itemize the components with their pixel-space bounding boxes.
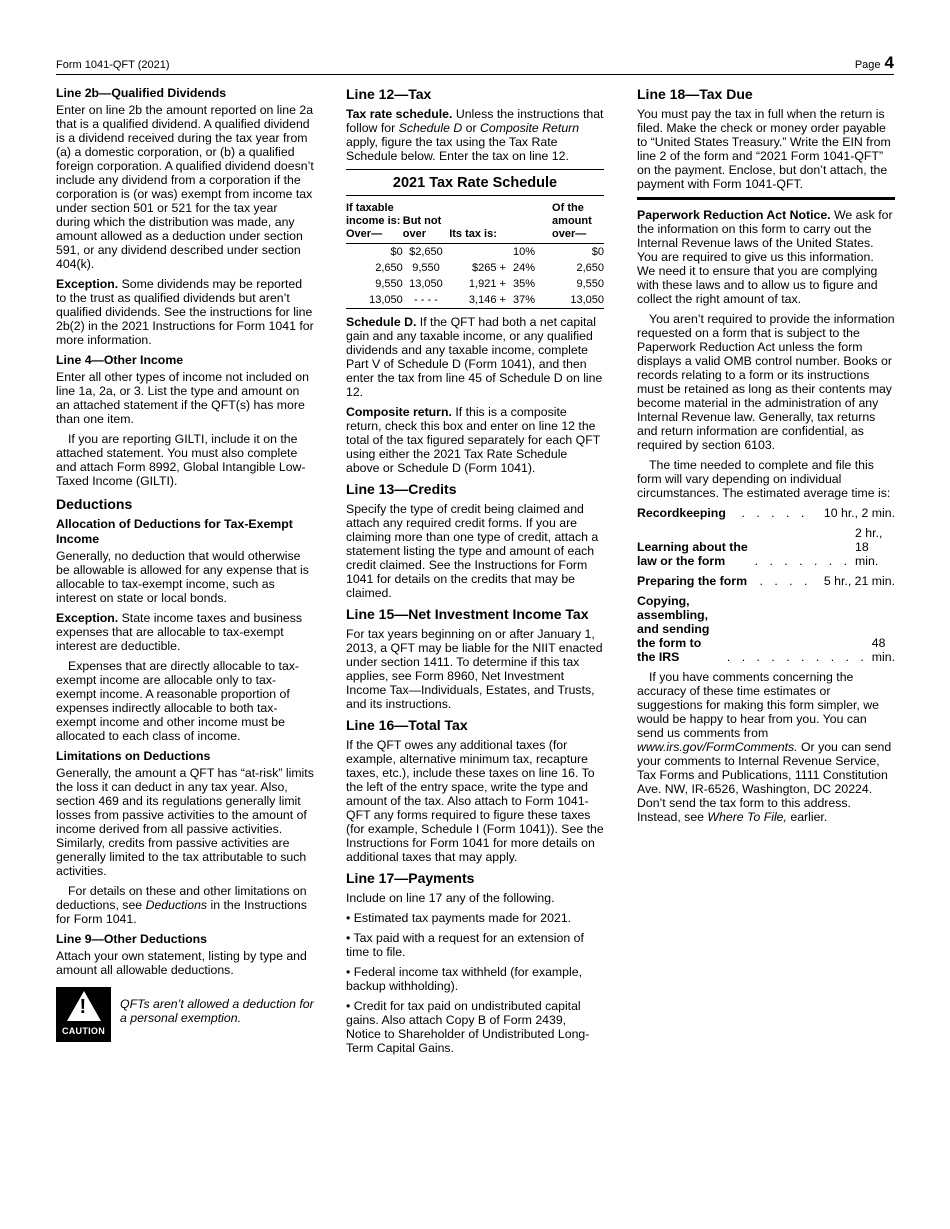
caution-icon: ! CAUTION	[56, 987, 111, 1042]
column-1	[56, 86, 314, 1042]
paragraph: If you have comments concerning the accuracy of these time estimates or suggestions for making this form simpler, we would be happy to hear from you. You can send us comments from www.irs.gov/FormComments. Or you can send your comments to Internal Revenue Service, Tax Forms and Publications, 1111 Constitution Ave. NW, IR-6526, Washington, DC 20224. Don’t send the tax form to this address. Instead, see Where To File, earlier.	[637, 670, 892, 824]
column-header	[506, 196, 542, 244]
tax-rate-schedule-title: 2021 Tax Rate Schedule	[346, 169, 604, 196]
heading-line-17: Line 17—Payments	[346, 870, 475, 886]
list-item: • Federal income tax withheld (for example, backup withholding).	[346, 965, 583, 993]
heading-line-9: Line 9—Other Deductions	[56, 932, 207, 946]
paragraph: If the QFT owes any additional taxes (for example, alternative minimum tax, recapture taxes, etc.), include these taxes on line 16. To the left of the entry space, write the type and amount of the tax. Also attach to Form 1041-QFT any forms required to figure these taxes (for example, Schedule I (Form 1041)). See the Instructions for Form 1041 for more details on additional taxes that may apply.	[346, 738, 604, 864]
heading-line-16: Line 16—Total Tax	[346, 717, 468, 733]
table-header-row	[346, 196, 604, 244]
paragraph: Tax rate schedule. Unless the instructions that follow for Schedule D or Composite Return apply, figure the tax using the Tax Rate Schedule below. Enter the tax on line 12.	[346, 107, 604, 163]
paragraph: Generally, no deduction that would otherwise be allowable is allowed for any expense that is allocable to tax-exempt income, such as interest on state or local bonds.	[56, 549, 309, 605]
paragraph: Exception. State income taxes and business expenses that are allocable to tax-exempt interest are deductible.	[56, 611, 303, 653]
table-row: 9,550 13,050 1,921 + 35% 9,550	[375, 278, 604, 290]
heading-allocation: Allocation of Deductions for Tax-Exempt Income	[56, 517, 293, 546]
paragraph: Composite return. If this is a composite return, check this box and enter on line 12 the total of the tax figured separately for each QFT using either the 2021 Tax Rate Schedule above or Schedule D (Form 1041).	[346, 405, 601, 475]
table-row: 13,050 - - - - 3,146 + 37% 13,050	[369, 294, 604, 306]
paragraph: Enter on line 2b the amount reported on line 2a that is a qualified dividend. A qualified dividend is a dividend received during the tax year from (a) a domestic corporation, or (b) a qualified foreign corporation. A qualified dividend doesn’t include any dividend from a corporation if the corporation is (or was) exempt from income tax under section 501 or 521 for the tax year during which the distribution was made, any amount allowed as a deduction under section 591, or any dividend described under section 404(k).	[56, 103, 314, 271]
caution-note	[56, 987, 314, 1042]
column-header: Its tax is:	[449, 196, 506, 244]
column-header: But not over	[403, 196, 449, 244]
paragraph: Paperwork Reduction Act Notice. We ask for the information on this form to carry out the Internal Revenue laws of the United States. You are required to give us this information. We need it to ensure that you are complying with these laws and to allow us to figure and collect the right amount of tax.	[637, 208, 893, 306]
paragraph: Include on line 17 any of the following.	[346, 891, 555, 905]
caution-text: QFTs aren’t allowed a deduction for a personal exemption.	[120, 997, 314, 1025]
paragraph: Expenses that are directly allocable to tax-exempt income are allocable only to tax-exempt income. A reasonable proportion of expenses indirectly allocable to both tax-exempt income and other income must be allocated to each class of income.	[56, 659, 300, 743]
column-header: Of the amount over—	[542, 196, 604, 244]
column-header: If taxable income is: Over—	[346, 196, 403, 244]
time-row: Recordkeeping . . . . . 10 hr., 2 min.	[637, 506, 895, 520]
heading-limitations: Limitations on Deductions	[56, 749, 211, 763]
heading-line-12: Line 12—Tax	[346, 86, 432, 102]
time-row: Preparing the form . . . . 5 hr., 21 min.	[637, 574, 895, 588]
paragraph: For details on these and other limitations on deductions, see Deductions in the Instructions for Form 1041.	[56, 884, 307, 926]
heading-line-4: Line 4—Other Income	[56, 353, 184, 367]
paragraph: Attach your own statement, listing by type and amount all allowable deductions.	[56, 949, 307, 977]
time-row: Learning about the law or the form . . . . . . . 2 hr., 18 min.	[637, 526, 883, 568]
paragraph: The time needed to complete and file this form will vary depending on individual circumstances. The estimated average time is:	[637, 458, 891, 500]
heading-deductions: Deductions	[56, 496, 133, 512]
tax-rate-table	[346, 196, 604, 309]
list-item: • Estimated tax payments made for 2021.	[346, 911, 572, 925]
heading-line-18: Line 18—Tax Due	[637, 86, 753, 102]
page-indicator: Page 4	[854, 53, 894, 72]
header-rule	[56, 74, 894, 75]
paragraph: You aren’t required to provide the information requested on a form that is subject to the Paperwork Reduction Act unless the form displays a valid OMB control number. Books or records relating to a form or its instructions must be retained as long as their contents may become material in the administration of any Internal Revenue law. Generally, tax returns and return information are confidential, as required by section 6103.	[637, 312, 895, 452]
paragraph: Schedule D. If the QFT had both a net capital gain and any taxable income, or any qualified dividends and any taxable income, complete Part V of Schedule D (Form 1041), and then enter the tax from line 45 of Schedule D on line 12.	[346, 315, 603, 399]
page-number: 4	[884, 53, 894, 72]
list-item: • Credit for tax paid on undistributed capital gains. Also attach Copy B of Form 2439, Notice to Shareholder of Undistributed Long-Term Capital Gains.	[346, 999, 590, 1055]
paragraph: Specify the type of credit being claimed and attach any required credit forms. If you are claiming more than one type of credit, attach a statement listing the type and amount of each credit claimed. See the Instructions for Form 1041 for details on the credits that may be claimed.	[346, 502, 599, 600]
heading-line-13: Line 13—Credits	[346, 481, 457, 497]
table-row: $0 $2,650 10% $0	[390, 246, 604, 258]
paragraph: Exception. Some dividends may be reported to the trust as qualified dividends but aren’t qualified dividends. See the instructions for line 2b(2) in the 2021 Instructions for Form 1041 for more information.	[56, 277, 314, 347]
time-row: Copying, assembling, and sending the form to the IRS . . . . . . . . . . 48 min.	[637, 594, 896, 664]
caution-label: CAUTION	[61, 1026, 106, 1036]
paragraph: If you are reporting GILTI, include it on the attached statement. You must also complete and attach Form 8992, Global Intangible Low-Taxed Income (GILTI).	[56, 432, 306, 488]
heading-line-2b: Line 2b—Qualified Dividends	[56, 86, 227, 100]
form-title: Form 1041-QFT (2021)	[56, 59, 170, 71]
section-rule	[637, 197, 895, 200]
paragraph: For tax years beginning on or after January 1, 2013, a QFT may be liable for the NIIT enacted under section 1411. To determine if this tax applies, see Form 8960, Net Investment Income Tax—Individuals, Estates, and Trusts, and its instructions.	[346, 627, 603, 711]
page-header	[56, 53, 894, 74]
paragraph: Generally, the amount a QFT has “at-risk” limits the loss it can deduct in any tax year. Also, section 469 and its regulations generally limit losses from passive activities to the amount of income derived from all passive activities. Similarly, credits from passive activities are generally limited to the tax attributable to such activities.	[56, 766, 314, 878]
table-row: 2,650 9,550 $265 + 24% 2,650	[375, 262, 604, 274]
paragraph: Enter all other types of income not included on line 1a, 2a, or 3. List the type and amount on an attached statement if the QFT(s) has more than one item.	[56, 370, 309, 426]
column-2	[346, 86, 604, 1061]
paragraph: You must pay the tax in full when the return is filed. Make the check or money order payable to “United States Treasury.” Write the EIN from line 2 of the form and “2021 Form 1041-QFT” on the payment. Enclose, but don’t attach, the payment with Form 1041-QFT.	[637, 107, 891, 191]
column-3	[637, 86, 895, 830]
heading-line-15: Line 15—Net Investment Income Tax	[346, 606, 589, 622]
list-item: • Tax paid with a request for an extension of time to file.	[346, 931, 584, 959]
